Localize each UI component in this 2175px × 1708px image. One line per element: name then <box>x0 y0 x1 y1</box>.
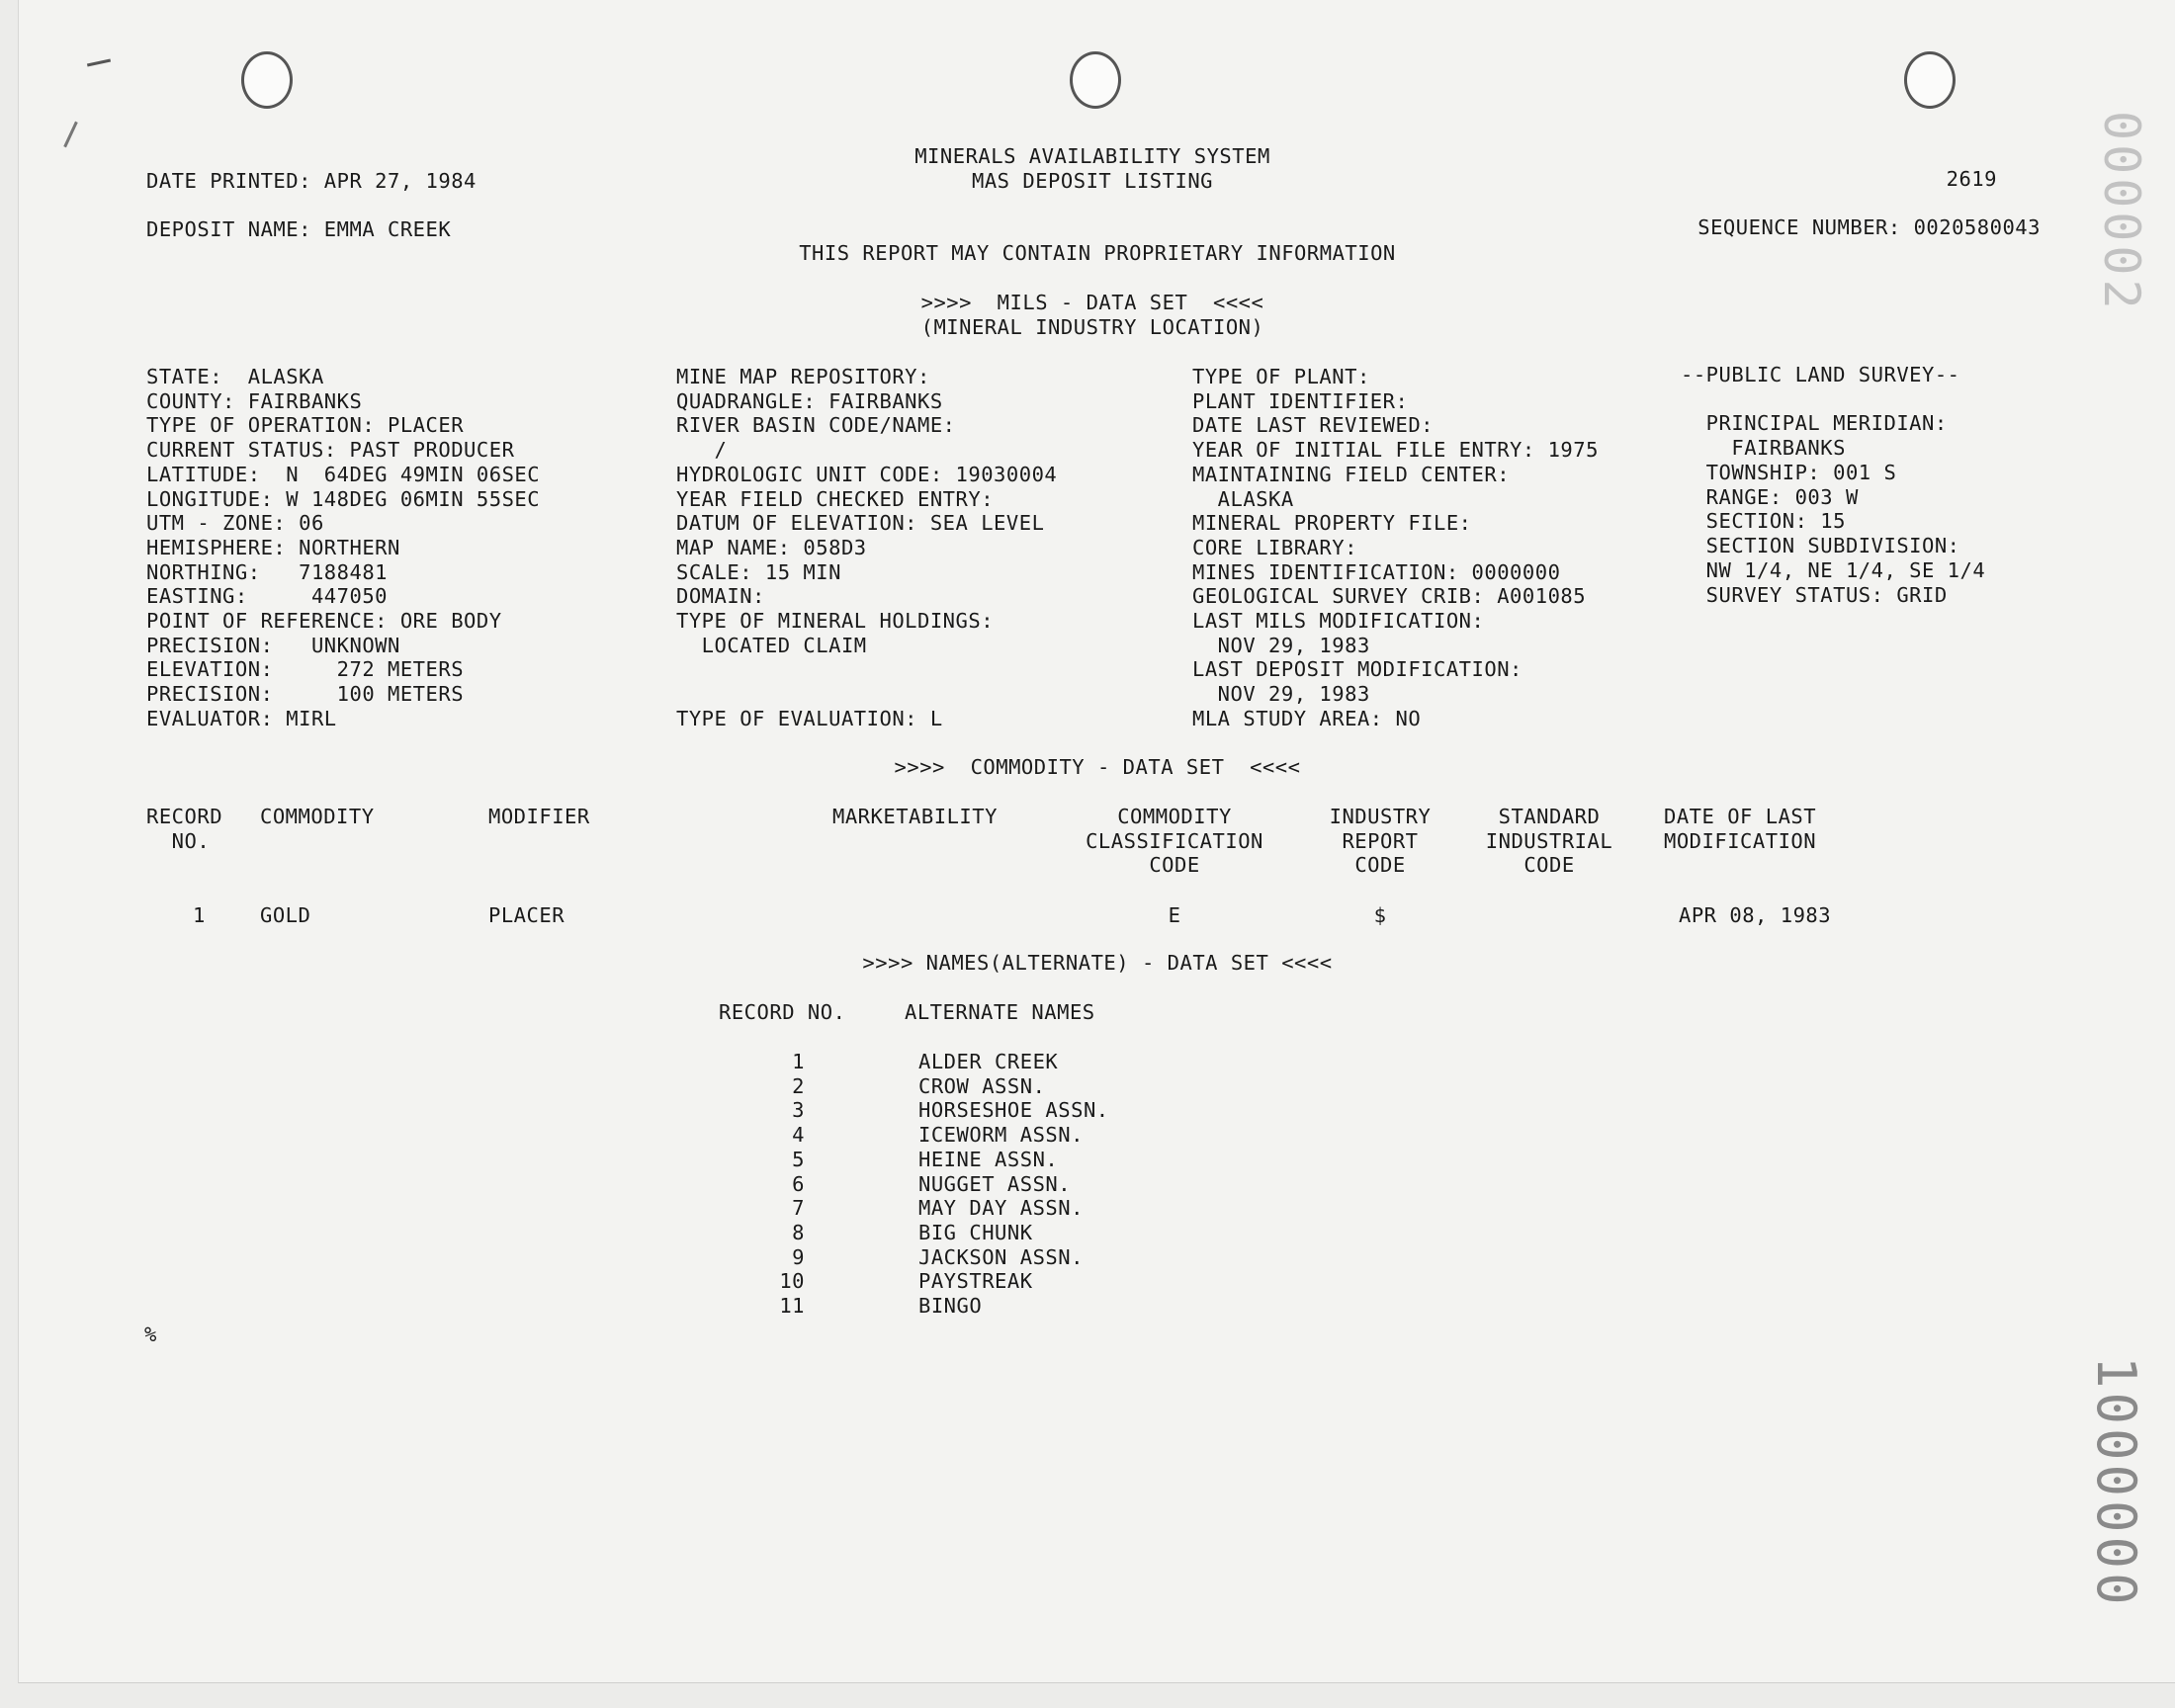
page-number: 2619 <box>1946 167 1997 191</box>
mils-field: EASTING: 447050 <box>146 584 388 608</box>
col-header-record-no: RECORD NO. <box>146 805 223 853</box>
mils-field: YEAR FIELD CHECKED ENTRY: <box>676 487 995 511</box>
mils-field: MAP NAME: 058D3 <box>676 536 867 559</box>
sequence-number: SEQUENCE NUMBER: 0020580043 <box>1697 215 2041 239</box>
col-header-alternate-names: ALTERNATE NAMES <box>905 1000 1095 1024</box>
cell-commodity: GOLD <box>260 903 311 927</box>
names-heading: >>>> NAMES(ALTERNATE) - DATA SET <<<< <box>862 951 1333 975</box>
col-header-industry-report: INDUSTRY REPORT CODE <box>1329 805 1432 878</box>
mils-field: CURRENT STATUS: PAST PRODUCER <box>146 438 515 462</box>
mils-field: UTM - ZONE: 06 <box>146 511 324 535</box>
mils-field: MINE MAP REPOSITORY: <box>676 365 930 388</box>
col-header-date: DATE OF LAST MODIFICATION <box>1664 805 1817 853</box>
list-item: HEINE ASSN. <box>918 1148 1059 1171</box>
cell-classification: E <box>1168 903 1181 927</box>
mils-field: / <box>676 438 728 462</box>
cell-modifier: PLACER <box>488 903 566 927</box>
list-item: PAYSTREAK <box>918 1269 1033 1293</box>
list-item: HORSESHOE ASSN. <box>918 1098 1109 1122</box>
mils-field: STATE: ALASKA <box>146 365 324 388</box>
mils-field: SCALE: 15 MIN <box>676 560 841 584</box>
mils-field: CORE LIBRARY: <box>1192 536 1357 559</box>
punch-hole-right <box>1904 51 1956 109</box>
mils-field: MAINTAINING FIELD CENTER: <box>1192 463 1511 486</box>
mils-field: NORTHING: 7188481 <box>146 560 388 584</box>
mils-field: EVALUATOR: MIRL <box>146 707 337 730</box>
mils-field: TOWNSHIP: 001 S <box>1681 461 1897 484</box>
punch-hole-center <box>1070 51 1121 109</box>
percent-mark: % <box>144 1323 157 1346</box>
list-item: ICEWORM ASSN. <box>918 1123 1084 1147</box>
mils-field: DATE LAST REVIEWED: <box>1192 413 1434 437</box>
cell-date: APR 08, 1983 <box>1679 903 1832 927</box>
mils-field: SECTION: 15 <box>1681 509 1846 533</box>
list-item-no: 10 <box>779 1269 805 1293</box>
mils-field: COUNTY: FAIRBANKS <box>146 389 363 413</box>
mils-field: QUADRANGLE: FAIRBANKS <box>676 389 943 413</box>
mils-field: POINT OF REFERENCE: ORE BODY <box>146 609 502 633</box>
mils-field: MINES IDENTIFICATION: 0000000 <box>1192 560 1561 584</box>
mils-field: YEAR OF INITIAL FILE ENTRY: 1975 <box>1192 438 1599 462</box>
mils-subheading: (MINERAL INDUSTRY LOCATION) <box>920 315 1264 339</box>
mils-field: TYPE OF OPERATION: PLACER <box>146 413 465 437</box>
mils-field: PLANT IDENTIFIER: <box>1192 389 1409 413</box>
mils-field: LONGITUDE: W 148DEG 06MIN 55SEC <box>146 487 541 511</box>
mils-field: MLA STUDY AREA: NO <box>1192 707 1422 730</box>
list-item-no: 11 <box>779 1294 805 1318</box>
mils-field: HYDROLOGIC UNIT CODE: 19030004 <box>676 463 1058 486</box>
system-title: MINERALS AVAILABILITY SYSTEM <box>914 144 1270 168</box>
punch-hole-left <box>241 51 293 109</box>
deposit-name: DEPOSIT NAME: EMMA CREEK <box>146 217 452 241</box>
list-item-no: 3 <box>792 1098 805 1122</box>
date-printed: DATE PRINTED: APR 27, 1984 <box>146 169 477 193</box>
mils-field: SURVEY STATUS: GRID <box>1681 583 1948 607</box>
col-header-commodity: COMMODITY <box>260 805 375 828</box>
col-header-standard-industrial: STANDARD INDUSTRIAL CODE <box>1485 805 1613 878</box>
list-item: CROW ASSN. <box>918 1074 1046 1098</box>
col-header-record-no: RECORD NO. <box>719 1000 846 1024</box>
mils-field: LAST MILS MODIFICATION: <box>1192 609 1485 633</box>
col-header-modifier: MODIFIER <box>488 805 590 828</box>
mils-field: DATUM OF ELEVATION: SEA LEVEL <box>676 511 1045 535</box>
mils-field: GEOLOGICAL SURVEY CRIB: A001085 <box>1192 584 1587 608</box>
mils-field: SECTION SUBDIVISION: <box>1681 534 1960 557</box>
mils-field: TYPE OF EVALUATION: L <box>676 707 943 730</box>
mils-field: MINERAL PROPERTY FILE: <box>1192 511 1472 535</box>
mils-field: TYPE OF PLANT: <box>1192 365 1370 388</box>
mils-field: ALASKA <box>1192 487 1294 511</box>
mils-field: PRECISION: 100 METERS <box>146 682 465 706</box>
list-item-no: 4 <box>792 1123 805 1147</box>
list-item-no: 5 <box>792 1148 805 1171</box>
mils-heading: >>>> MILS - DATA SET <<<< <box>920 291 1264 314</box>
mils-field: PRECISION: UNKNOWN <box>146 634 400 657</box>
stamp-number-bottom: 1000000 <box>2085 1356 2147 1609</box>
mils-field: NW 1/4, NE 1/4, SE 1/4 <box>1681 558 1986 582</box>
mils-field: HEMISPHERE: NORTHERN <box>146 536 400 559</box>
list-item-no: 6 <box>792 1172 805 1196</box>
mils-field: FAIRBANKS <box>1681 436 1846 460</box>
commodity-heading: >>>> COMMODITY - DATA SET <<<< <box>894 755 1301 779</box>
mils-field: NOV 29, 1983 <box>1192 682 1370 706</box>
listing-title: MAS DEPOSIT LISTING <box>972 169 1213 193</box>
mils-field: TYPE OF MINERAL HOLDINGS: <box>676 609 995 633</box>
list-item-no: 8 <box>792 1221 805 1244</box>
mils-field: LAST DEPOSIT MODIFICATION: <box>1192 657 1522 681</box>
list-item-no: 1 <box>792 1050 805 1073</box>
col-header-classification: COMMODITY CLASSIFICATION CODE <box>1086 805 1263 878</box>
proprietary-notice: THIS REPORT MAY CONTAIN PROPRIETARY INFORMATION <box>799 241 1396 265</box>
mils-field: RANGE: 003 W <box>1681 485 1859 509</box>
cell-industry-report: $ <box>1373 903 1387 927</box>
mils-field: RIVER BASIN CODE/NAME: <box>676 413 956 437</box>
list-item: JACKSON ASSN. <box>918 1245 1084 1269</box>
mils-field: LOCATED CLAIM <box>676 634 867 657</box>
list-item: MAY DAY ASSN. <box>918 1196 1084 1220</box>
mils-field: ELEVATION: 272 METERS <box>146 657 465 681</box>
stamp-number-top: 000002 <box>2093 111 2150 313</box>
list-item: BINGO <box>918 1294 983 1318</box>
list-item: ALDER CREEK <box>918 1050 1059 1073</box>
list-item: NUGGET ASSN. <box>918 1172 1072 1196</box>
col-header-marketability: MARKETABILITY <box>832 805 998 828</box>
list-item-no: 9 <box>792 1245 805 1269</box>
list-item-no: 7 <box>792 1196 805 1220</box>
mils-field: NOV 29, 1983 <box>1192 634 1370 657</box>
mils-field: DOMAIN: <box>676 584 765 608</box>
list-item-no: 2 <box>792 1074 805 1098</box>
list-item: BIG CHUNK <box>918 1221 1033 1244</box>
mils-field: --PUBLIC LAND SURVEY-- <box>1681 363 1960 386</box>
mils-field: PRINCIPAL MERIDIAN: <box>1681 411 1948 435</box>
mils-field: LATITUDE: N 64DEG 49MIN 06SEC <box>146 463 541 486</box>
cell-record-no: 1 <box>193 903 206 927</box>
